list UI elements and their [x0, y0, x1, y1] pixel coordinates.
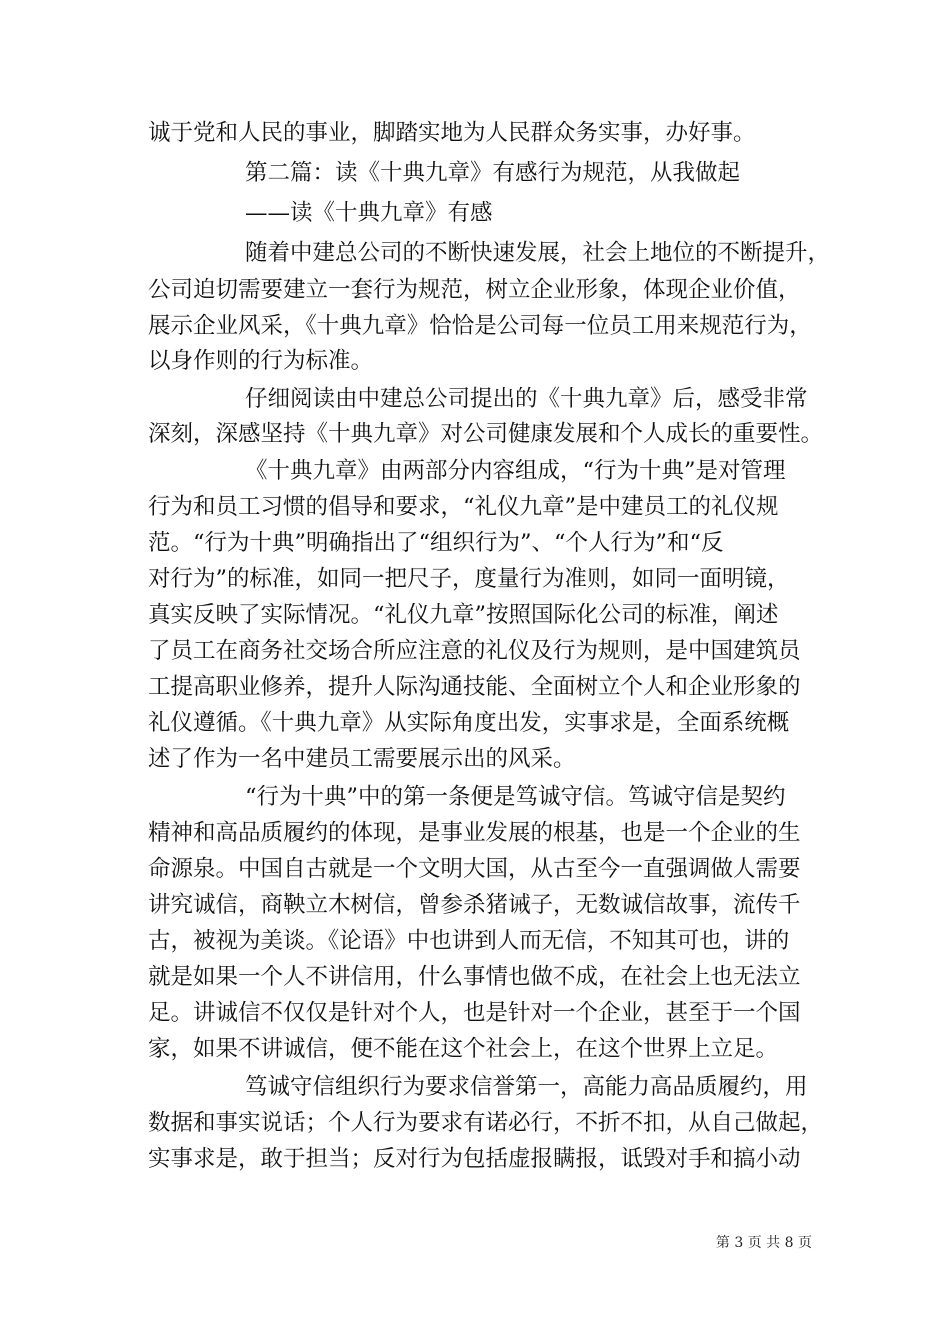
- text-line: 展示企业风采，《十典九章》恰恰是公司每一位员工用来规范行为，: [148, 313, 812, 339]
- text-line: 仔细阅读由中建总公司提出的《十典九章》后，感受非常: [245, 386, 808, 412]
- text-line: 古，被视为美谈。《论语》中也讲到人而无信，不知其可也，讲的: [148, 928, 790, 954]
- text-line: 讲究诚信，商鞅立木树信，曾参杀猪诫子，无数诚信故事，流传千: [148, 892, 801, 918]
- text-line: 《十典九章》由两部分内容组成，“行为十典”是对管理: [245, 458, 786, 484]
- text-line: 述了作为一名中建员工需要展示出的风采。: [148, 746, 576, 772]
- text-line: 诚于党和人民的事业，脚踏实地为人民群众务实事，办好事。: [148, 120, 756, 146]
- text-line: 随着中建总公司的不断快速发展，社会上地位的不断提升，: [245, 240, 831, 266]
- text-line: 了员工在商务社交场合所应注意的礼仪及行为规则，是中国建筑员: [148, 638, 801, 664]
- text-line: 家，如果不讲诚信，便不能在这个社会上，在这个世界上立足。: [148, 1036, 779, 1062]
- text-line: 礼仪遵循。《十典九章》从实际角度出发，实事求是，全面系统概: [148, 710, 790, 736]
- page-number: 第 3 页 共 8 页: [715, 1235, 812, 1251]
- text-line: “行为十典”中的第一条便是笃诚守信。笃诚守信是契约: [245, 784, 786, 810]
- section-subtitle: ——读《十典九章》有感: [245, 200, 493, 226]
- text-line: 数据和事实说话；个人行为要求有诺必行，不折不扣，从自己做起，: [148, 1110, 824, 1136]
- text-line: 公司迫切需要建立一套行为规范，树立企业形象，体现企业价值，: [148, 277, 801, 303]
- text-line: 就是如果一个人不讲信用，什么事情也做不成，在社会上也无法立: [148, 964, 801, 990]
- section-title: 第二篇：读《十典九章》有感行为规范，从我做起: [245, 160, 741, 186]
- text-line: 对行为”的标准，如同一把尺子，度量行为准则，如同一面明镜，: [148, 566, 790, 592]
- text-line: 以身作则的行为标准。: [148, 348, 374, 374]
- text-line: 范。“行为十典”明确指出了“组织行为”、“个人行为”和“反: [148, 530, 724, 556]
- text-line: 真实反映了实际情况。“礼仪九章”按照国际化公司的标准，阐述: [148, 602, 779, 628]
- text-line: 精神和高品质履约的体现，是事业发展的根基，也是一个企业的生: [148, 820, 801, 846]
- text-line: 笃诚守信组织行为要求信誉第一，高能力高品质履约，用: [245, 1074, 808, 1100]
- text-line: 深刻，深感坚持《十典九章》对公司健康发展和个人成长的重要性。: [148, 421, 824, 447]
- text-line: 命源泉。中国自古就是一个文明大国，从古至今一直强调做人需要: [148, 856, 801, 882]
- text-line: 实事求是，敢于担当；反对行为包括虚报瞒报，诋毁对手和搞小动: [148, 1146, 801, 1172]
- text-line: 足。讲诚信不仅仅是针对个人，也是针对一个企业，甚至于一个国: [148, 1000, 801, 1026]
- text-line: 行为和员工习惯的倡导和要求，“礼仪九章”是中建员工的礼仪规: [148, 494, 779, 520]
- text-line: 工提高职业修养，提升人际沟通技能、全面树立个人和企业形象的: [148, 674, 801, 700]
